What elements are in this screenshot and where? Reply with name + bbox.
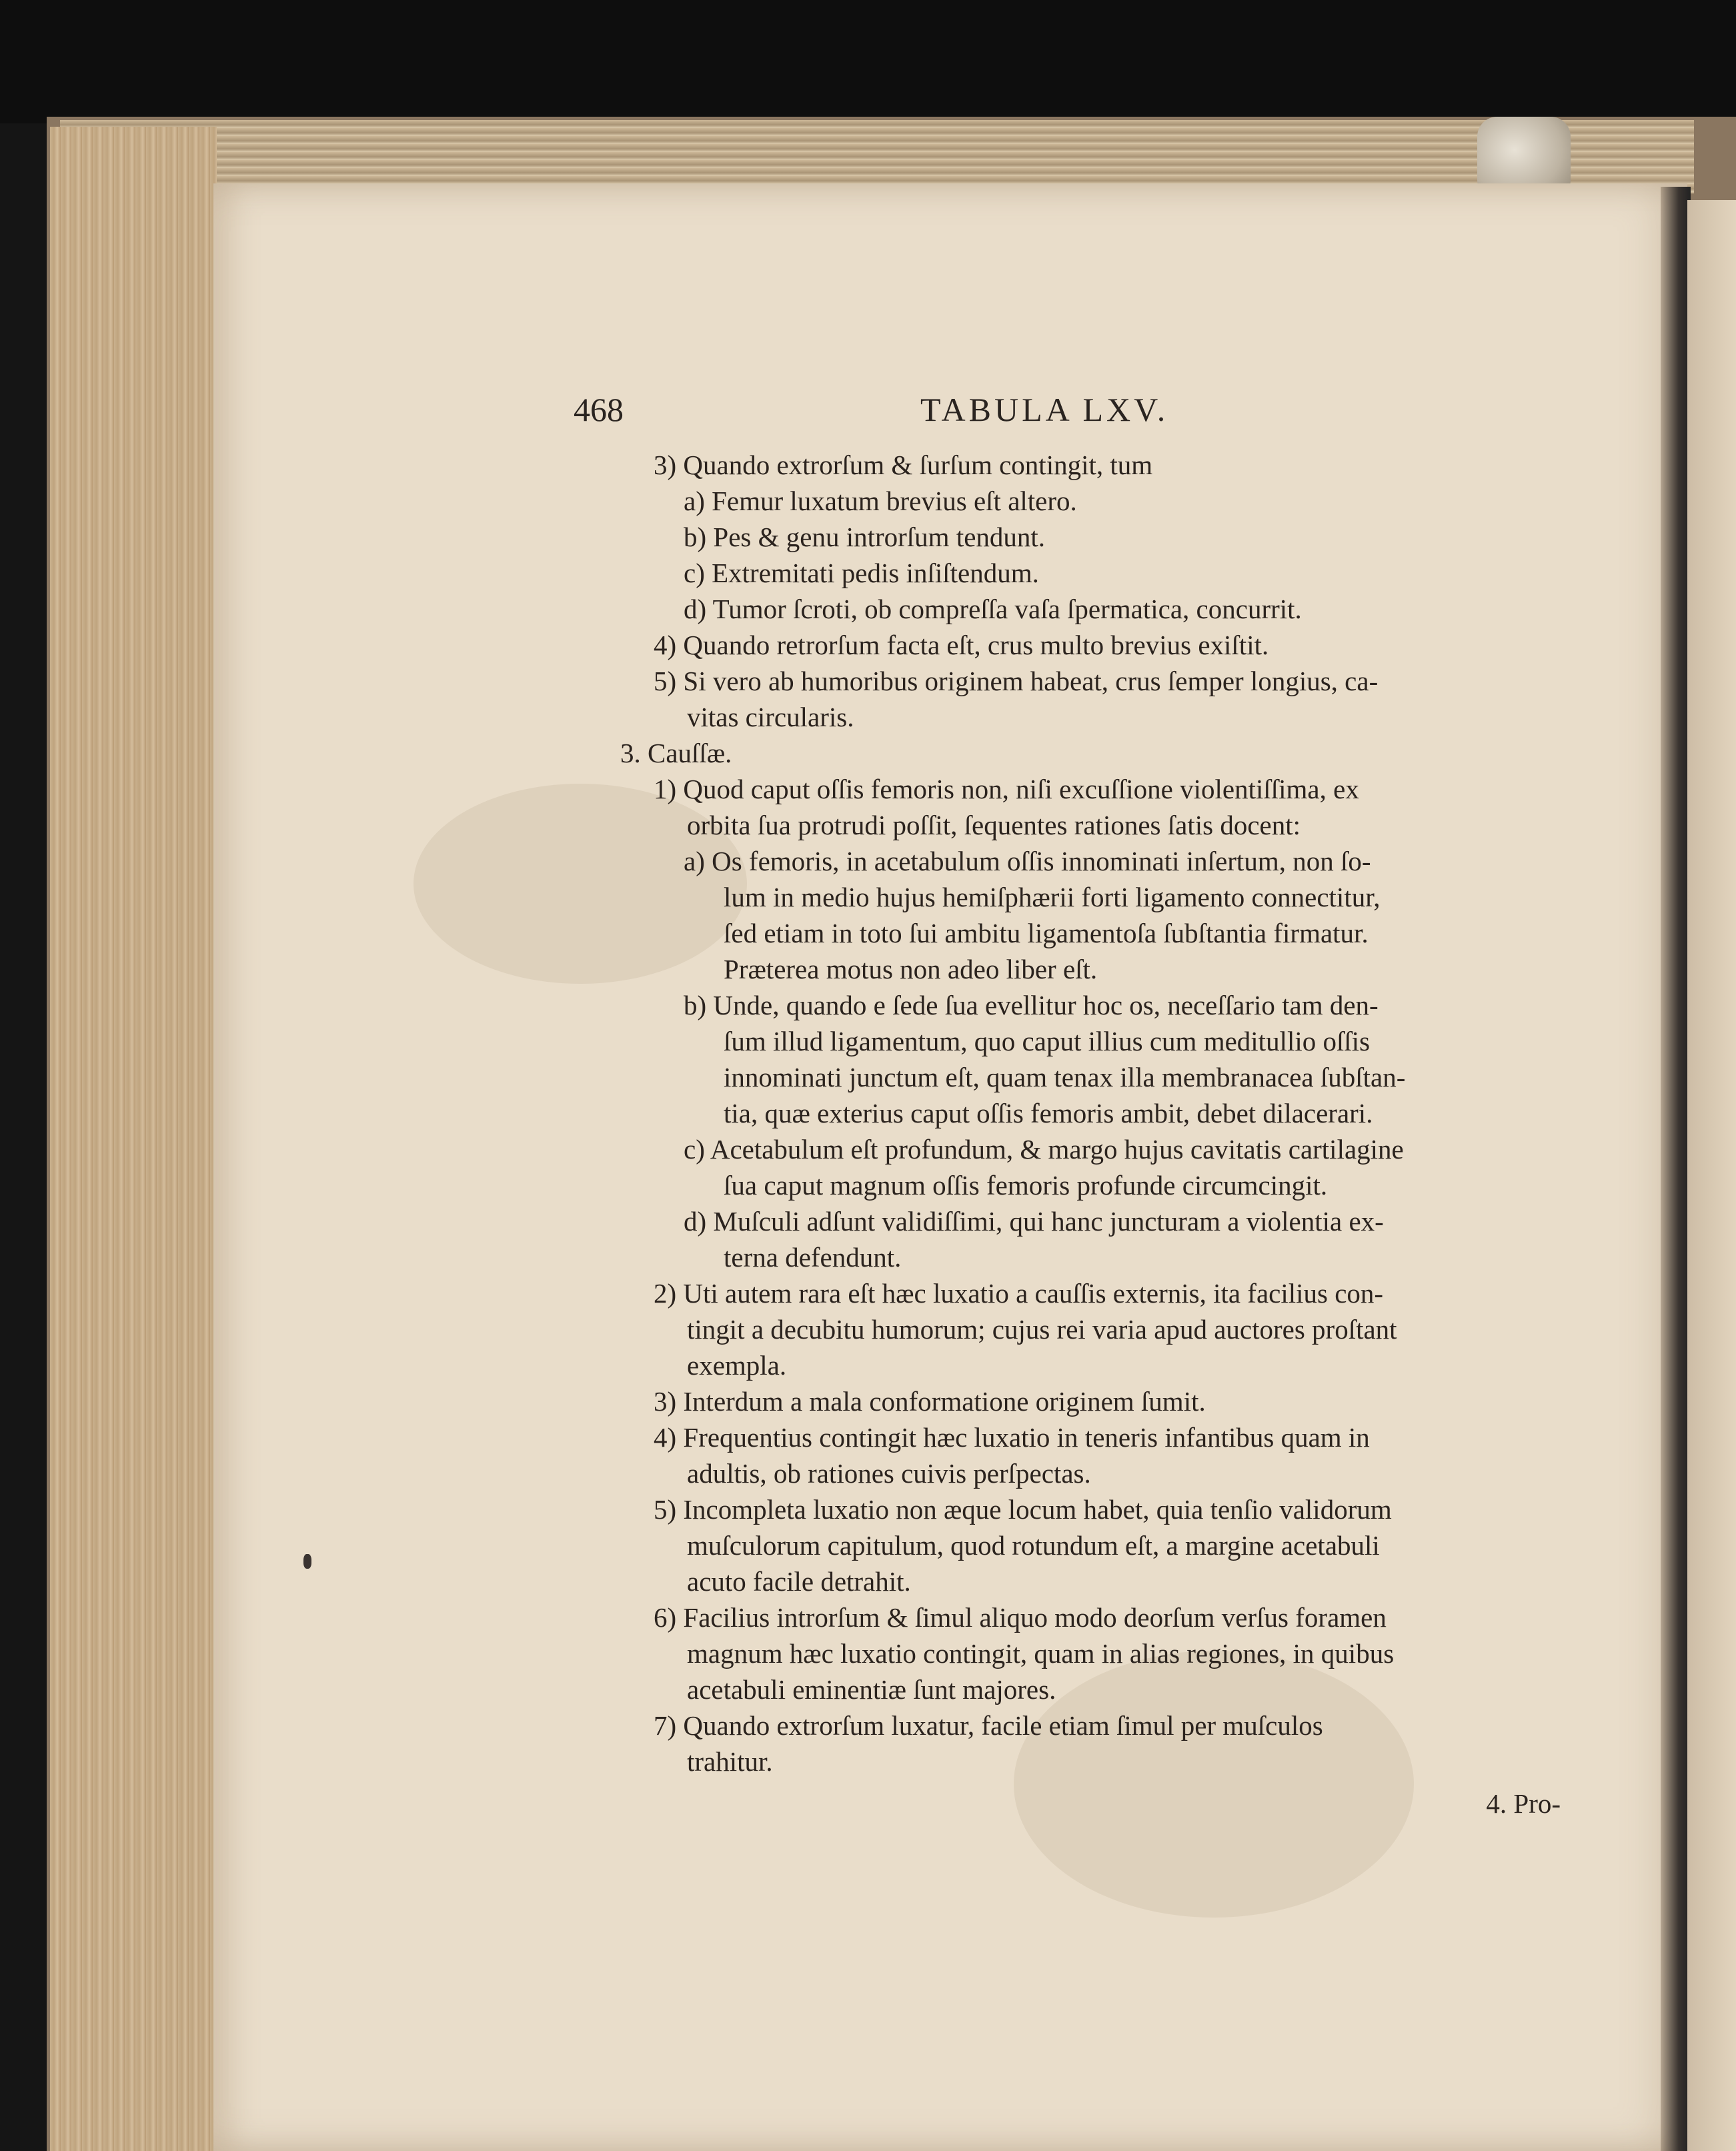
text-line: 7) Quando extrorſum luxatur, facile etiam ſimul per muſculos [654, 1710, 1323, 1741]
text-line: acuto facile detrahit. [687, 1566, 911, 1597]
text-line: b) Pes & genu introrſum tendunt. [684, 522, 1046, 552]
text-line: innominati junctum eſt, quam tenax illa membranacea ſubſtan- [724, 1062, 1406, 1093]
page-side-edges [50, 127, 217, 2151]
text-line: 4) Frequentius contingit hæc luxatio in teneris infantibus quam in [654, 1422, 1370, 1453]
text-line: a) Os femoris, in acetabulum oſſis innominati inſertum, non ſo- [684, 846, 1371, 876]
text-line: 5) Incompleta luxatio non æque locum habet, quia tenſio validorum [654, 1494, 1392, 1525]
text-line: 3) Quando extrorſum & ſurſum contingit, tum [654, 450, 1153, 480]
text-line: c) Extremitati pedis inſiſtendum. [684, 558, 1039, 588]
ink-mark [303, 1554, 311, 1569]
text-line: lum in medio hujus hemiſphærii forti ligamento connectitur, [724, 882, 1381, 912]
text-line: 5) Si vero ab humoribus originem habeat, crus ſemper longius, ca- [654, 666, 1379, 696]
text-line: ſed etiam in toto ſui ambitu ligamentoſa ſubſtantia firmatur. [724, 918, 1369, 948]
text-line: terna defendunt. [724, 1242, 902, 1273]
text-line: tingit a decubitu humorum; cujus rei varia apud auctores proſtant [687, 1314, 1397, 1345]
text-line: 2) Uti autem rara eſt hæc luxatio a cauſſis externis, ita facilius con- [654, 1278, 1384, 1309]
text-line: tia, quæ exterius caput oſſis femoris ambit, debet dilacerari. [724, 1098, 1373, 1129]
book-gutter [1661, 187, 1691, 2151]
catchword: 4. Pro- [1486, 1788, 1561, 1819]
text-line: acetabuli eminentiæ ſunt majores. [687, 1674, 1056, 1705]
page-top-edges [60, 120, 1694, 193]
text-line: magnum hæc luxatio contingit, quam in alias regiones, in quibus [687, 1638, 1395, 1669]
facing-page-edge [1687, 200, 1736, 2151]
text-line: d) Tumor ſcroti, ob compreſſa vaſa ſpermatica, concurrit. [684, 594, 1302, 624]
text-line: ſua caput magnum oſſis femoris profunde circumcingit. [724, 1170, 1328, 1201]
text-line: adultis, ob rationes cuivis perſpectas. [687, 1458, 1091, 1489]
running-head [574, 390, 1534, 437]
text-line: b) Unde, quando e ſede ſua evellitur hoc os, neceſſario tam den- [684, 990, 1379, 1020]
text-line: d) Muſculi adſunt validiſſimi, qui hanc juncturam a violentia ex- [684, 1206, 1384, 1237]
page-number: 468 [574, 391, 624, 428]
text-line: a) Femur luxatum brevius eſt altero. [684, 486, 1077, 516]
text-line: 1) Quod caput oſſis femoris non, niſi excuſſione violentiſſima, ex [654, 774, 1359, 804]
text-line: trahitur. [687, 1746, 773, 1777]
text-line: exempla. [687, 1350, 787, 1381]
text-line: 3. Cauſſæ. [620, 738, 732, 768]
text-line: Præterea motus non adeo liber eſt. [724, 954, 1098, 984]
scanner-background [0, 0, 1736, 123]
text-line: muſculorum capitulum, quod rotundum eſt, a margine acetabuli [687, 1530, 1380, 1561]
text-line: orbita ſua protrudi poſſit, ſequentes rationes ſatis docent: [687, 810, 1300, 840]
text-line: 4) Quando retrorſum facta eſt, crus multo brevius exiſtit. [654, 630, 1269, 660]
text-line: 3) Interdum a mala conformatione originem ſumit. [654, 1386, 1206, 1417]
text-line: 6) Facilius introrſum & ſimul aliquo modo deorſum verſus foramen [654, 1602, 1387, 1633]
text-line: vitas circularis. [687, 702, 854, 732]
text-line: ſum illud ligamentum, quo caput illius cum meditullio oſſis [724, 1026, 1371, 1056]
page-title: TABULA LXV. [920, 391, 1169, 428]
text-line: c) Acetabulum eſt profundum, & margo hujus cavitatis cartilagine [684, 1134, 1404, 1165]
body-text [600, 447, 1561, 1779]
